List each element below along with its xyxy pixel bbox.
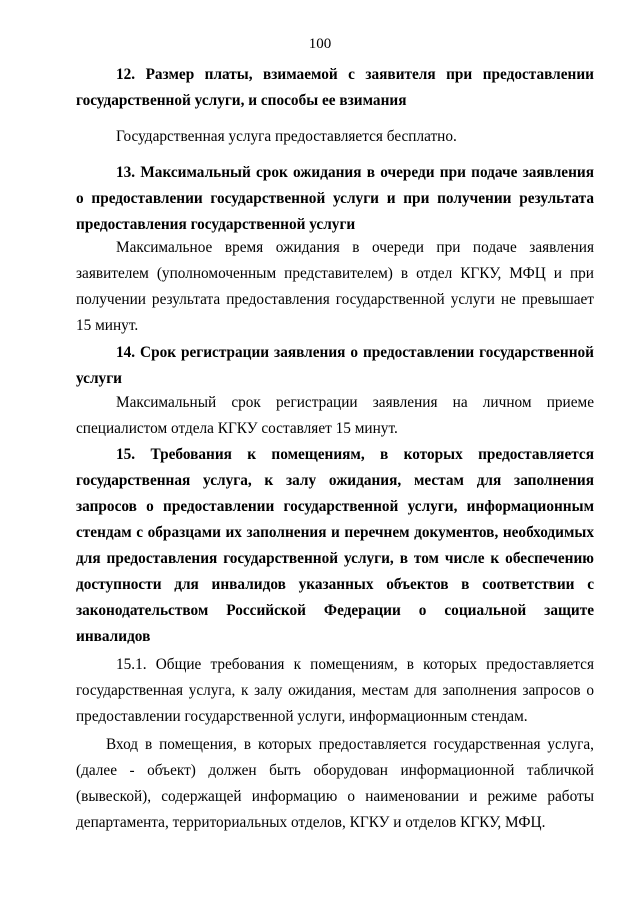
section-14-text: Максимальный срок регистрации заявления на личном приеме специалистом отдела КГКУ составляет 15 минут. — [76, 394, 594, 437]
section-15-entry-text: Вход в помещения, в которых предоставляется государственная услуга, (далее - объект) должен быть оборудован информационной табличкой (вывеской), содержащей информацию о наименовании и режиме работы департамента, территориальных отделов, КГКУ и отделов КГКУ, МФЦ. — [76, 736, 594, 831]
section-13-heading: 13. Максимальный срок ожидания в очереди при подаче заявления о предоставлении государственной услуги и при получении результата предоставления государственной услуги — [76, 164, 594, 233]
page-number: 100 — [308, 36, 332, 52]
section-14-heading: 14. Срок регистрации заявления о предоставлении государственной услуги — [76, 344, 594, 387]
section-15-1-text: 15.1. Общие требования к помещениям, в которых предоставляется государственная услуга, к залу ожидания, местам для заполнения запросов о предоставлении государственной услуги, информационным стендам. — [76, 656, 594, 725]
section-12-heading: 12. Размер платы, взимаемой с заявителя при предоставлении государственной услуги, и способы ее взимания — [76, 66, 594, 109]
section-13-text: Максимальное время ожидания в очереди при подаче заявления заявителем (уполномоченным представителем) в отдел КГКУ, МФЦ и при получении результата предоставления государственной услуги не превышает 15 минут. — [76, 239, 594, 334]
section-12-text: Государственная услуга предоставляется бесплатно. — [116, 128, 457, 145]
section-15-heading: 15. Требования к помещениям, в которых предоставляется государственная услуга, к залу ожидания, местам для заполнения запросов о предоставлении государственной услуги, информационным стендам с образцами их заполнения и перечнем документов, необходимых для предоставления государственной услуги, в том числе к обеспечению доступности для инвалидов указанных объектов в соответствии с законодательством Российской Федерации о социальной защите инвалидов — [76, 446, 594, 645]
